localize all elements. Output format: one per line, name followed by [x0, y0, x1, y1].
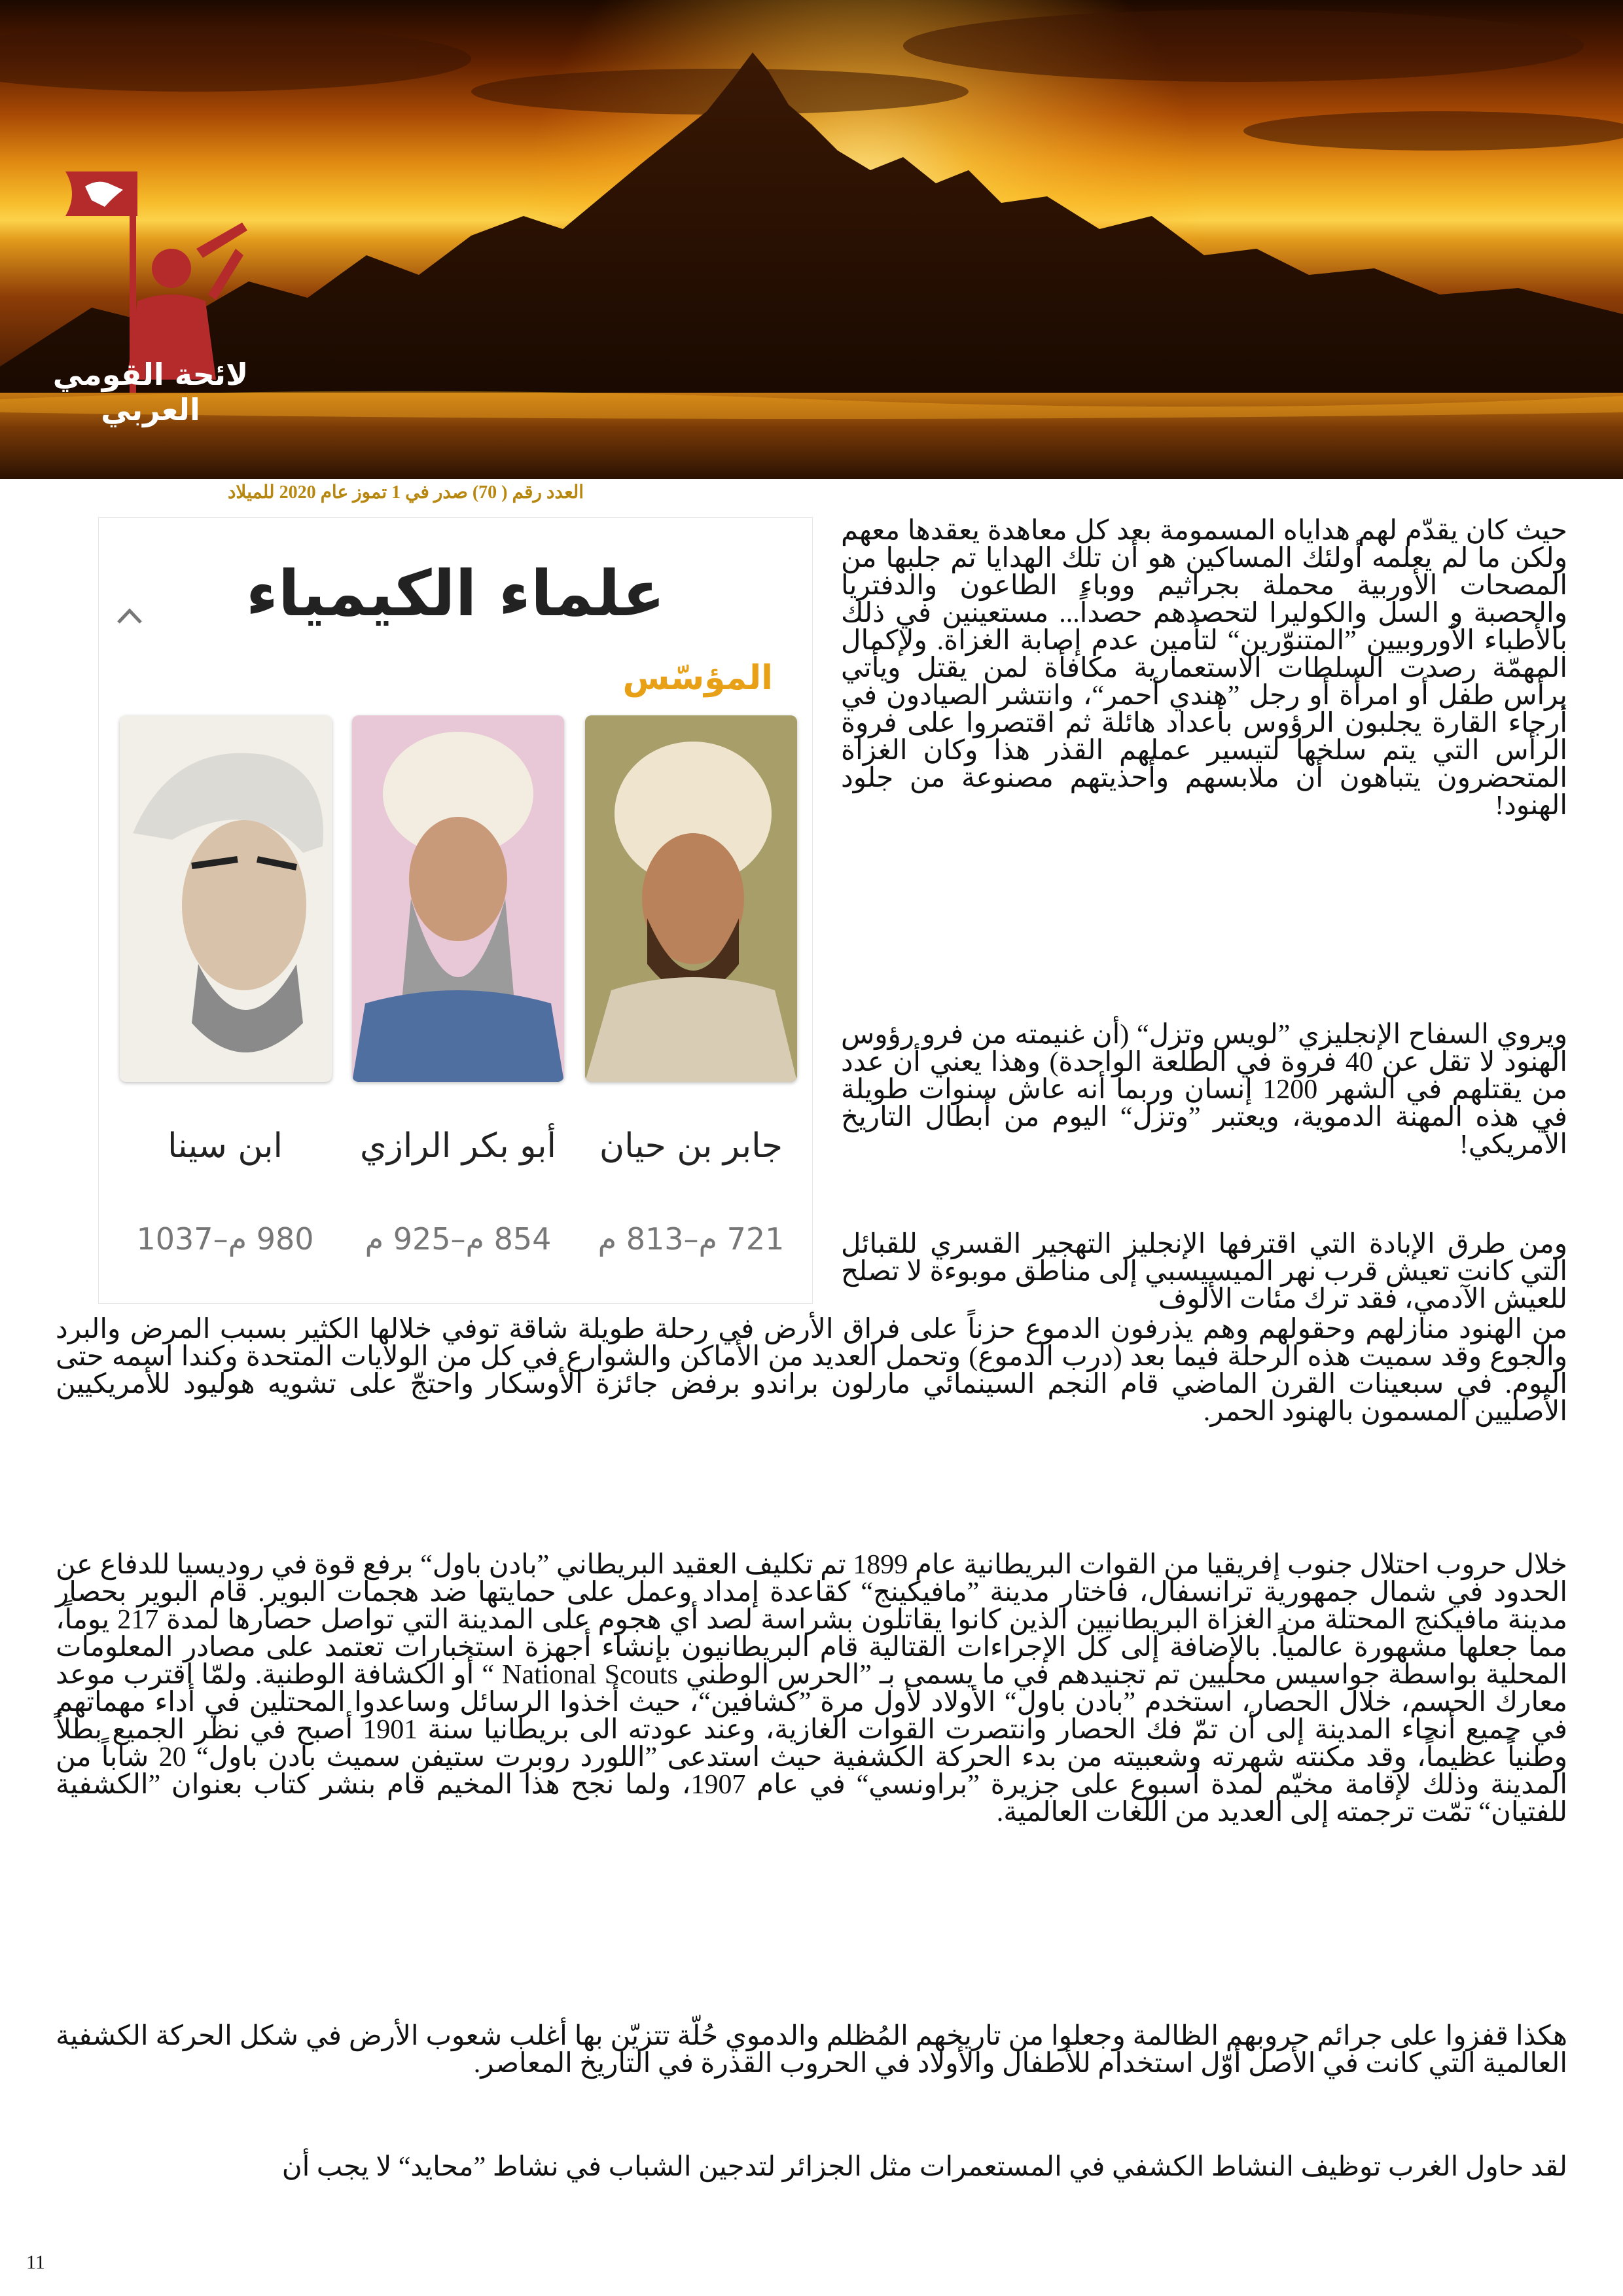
article-paragraph: لقد حاول الغرب توظيف النشاط الكشفي في المستعمرات مثل الجزائر لتدجين الشباب في نشاط ”محايد“ لا يجب أن	[281, 2152, 1567, 2182]
article-paragraph: ويروي السفاح الإنجليزي ”لويس وتزل“ (أن غنيمته من فرو رؤوس الهنود لا تقل عن 40 فروة في الطلعة الواحدة) وهذا يعني أن عدد من يقتلهم في الشهر 1200 إنسان وربما أنه عاش سنوات طويلة في هذه المهنة الدموية، ويعتبر ”وتزل“ اليوم من أبطال التاريخ الأمريكي!	[841, 1020, 1567, 1160]
scientist-name: أبو بكر الرازي	[360, 1126, 556, 1166]
logo-text: لائحة القومي العربي	[52, 357, 249, 427]
scientist-name: جابر بن حيان	[599, 1126, 783, 1166]
figure-title: علماء الكيمياء	[245, 557, 666, 630]
article-paragraph: خلال حروب احتلال جنوب إفريقيا من القوات البريطانية عام 1899 تم تكليف العقيد البريطاني ”بادن باول“ برفع قوة في روديسيا للدفاع عن الحدود في شمال جمهورية ترانسفال، فاختار مدينة ”مافيكينج“ كقاعدة إمداد وعمل على حمايتها ضد هجمات البوير. قام البوير بحصار مدينة مافيكنج المحتلة من الغزاة البريطانيين الذين كانوا يقاتلون بشراسة لصد أي هجوم على المدينة التي تواصل حصارها لمدة 217 يوماً، مما جعلها مشهورة عالمياً. بالإضافة إلى كل الإجراءات القتالية قام البريطانيون بإنشاء أجهزة استخبارات تعتمد على مصادر المعلومات المحلية بواسطة جواسيس محليين تم تجنيدهم في ما يسمى بـ ”الحرس الوطني National Scouts “ أو الكشافة الوطنية. ولمّا اقترب موعد معارك الحسم، خلال الحصار، استخدم ”بادن باول“ الأولاد لأول مرة ”كشافين“، حيث أخذوا الرسائل وساعدوا المحتلين في أداء مهماتهم في جميع أنحاء المدينة إلى أن تمّ فك الحصار وانتصرت القوات الغازية، وعند عودته الى بريطانيا سنة 1901 أصبح في نظر الجميع بطلاً وطنياً عظيماً، وقد مكنته شهرته وشعبيته من بدء الحركة الكشفية حيث استدعى ”اللورد روبرت ستيفن سميث بادن باول“ 20 شاباً من المدينة وذلك لإقامة مخيّم لمدة أسبوع على جزيرة ”براونسي“ في عام 1907، ولما نجح هذا المخيم قام بنشر كتاب بعنوان ”الكشفية للفتيان“ تمّت ترجمته إلى العديد من اللغات العالمية.	[56, 1550, 1567, 1827]
portrait-ibn-sina	[120, 715, 332, 1082]
issue-line: العدد رقم ( 70) صدر في 1 تموز عام 2020 للميلاد	[227, 482, 584, 503]
article-paragraph: هكذا قفزوا على جرائم حروبهم الظالمة وجعلوا من تاريخهم المُظلم والدموي حُلّة تتزيّن بها أغلب شعوب الأرض في شكل الحركة الكشفية العالمية التي كانت في الأصل أوّل استخدام للأطفال والأولاد في الحروب القذرة في التاريخ المعاصر.	[56, 2021, 1567, 2079]
scientist-dates: 980 م–1037	[136, 1221, 314, 1257]
header-banner	[0, 0, 1623, 479]
scientist-name: ابن سينا	[168, 1126, 283, 1166]
chemists-figure	[98, 517, 813, 1304]
founder-label: المؤسّس	[622, 658, 773, 698]
portrait-razi	[352, 715, 564, 1082]
scientist-dates: 721 م–813 م	[597, 1221, 785, 1257]
article-paragraph: حيث كان يقدّم لهم هداياه المسمومة بعد كل معاهدة يعقدها معهم ولكن ما لم يعلمه أولئك المساكين هو أن تلك الهدايا تم جلبها من المصحات الأوربية محملة بجراثيم ووباء الطاعون والدفتريا والحصبة و السل والكوليرا لتحصدهم حصداً... مستعينين في ذلك بالأطباء الأوروبيين ”المتنوّرين“ لتأمين عدم إصابة الغزاة. ولإكمال المهمّة رصدت السلطات الاستعمارية مكافأة لمن يقتل ويأتي برأس طفل أو امرأة أو رجل ”هندي أحمر“، وانتشر الصيادون في أرجاء القارة يجلبون الرؤوس بأعداد هائلة ثم اقتصروا على فروة الرأس التي يتم سلخها لتيسير عملهم القذر هذا وكان الغزاة المتحضرون يتباهون أن ملابسهم وأحذيتهم مصنوعة من جلود الهنود!	[841, 516, 1567, 821]
scientist-dates: 854 م–925 م	[365, 1221, 552, 1257]
page-number: 11	[26, 2251, 45, 2273]
article-paragraph: ومن طرق الإبادة التي اقترفها الإنجليز التهجير القسري للقبائل التي كانت تعيش قرب نهر الميسيسبي إلى مناطق موبوءة لا تصلح للعيش الآدمي، فقد ترك مئات الألوف	[841, 1229, 1567, 1314]
portrait-jabir	[585, 715, 797, 1082]
article-paragraph: من الهنود منازلهم وحقولهم وهم يذرفون الدموع حزناً على فراق الأرض في رحلة طويلة شاقة توفي خلالها الكثير بسبب المرض والبرد والجوع وقد سميت هذه الرحلة فيما بعد (درب الدموع) وتحمل العديد من الأماكن والشوارع في كل من الولايات المتحدة وكندا اسمه حتى اليوم. في سبعينات القرن الماضي قام النجم السينمائي مارلون براندو برفض جائزة الأوسكار واحتجّ على تشويه هوليود للأمريكيين الأصليين المسمون بالهنود الحمر.	[56, 1314, 1567, 1427]
